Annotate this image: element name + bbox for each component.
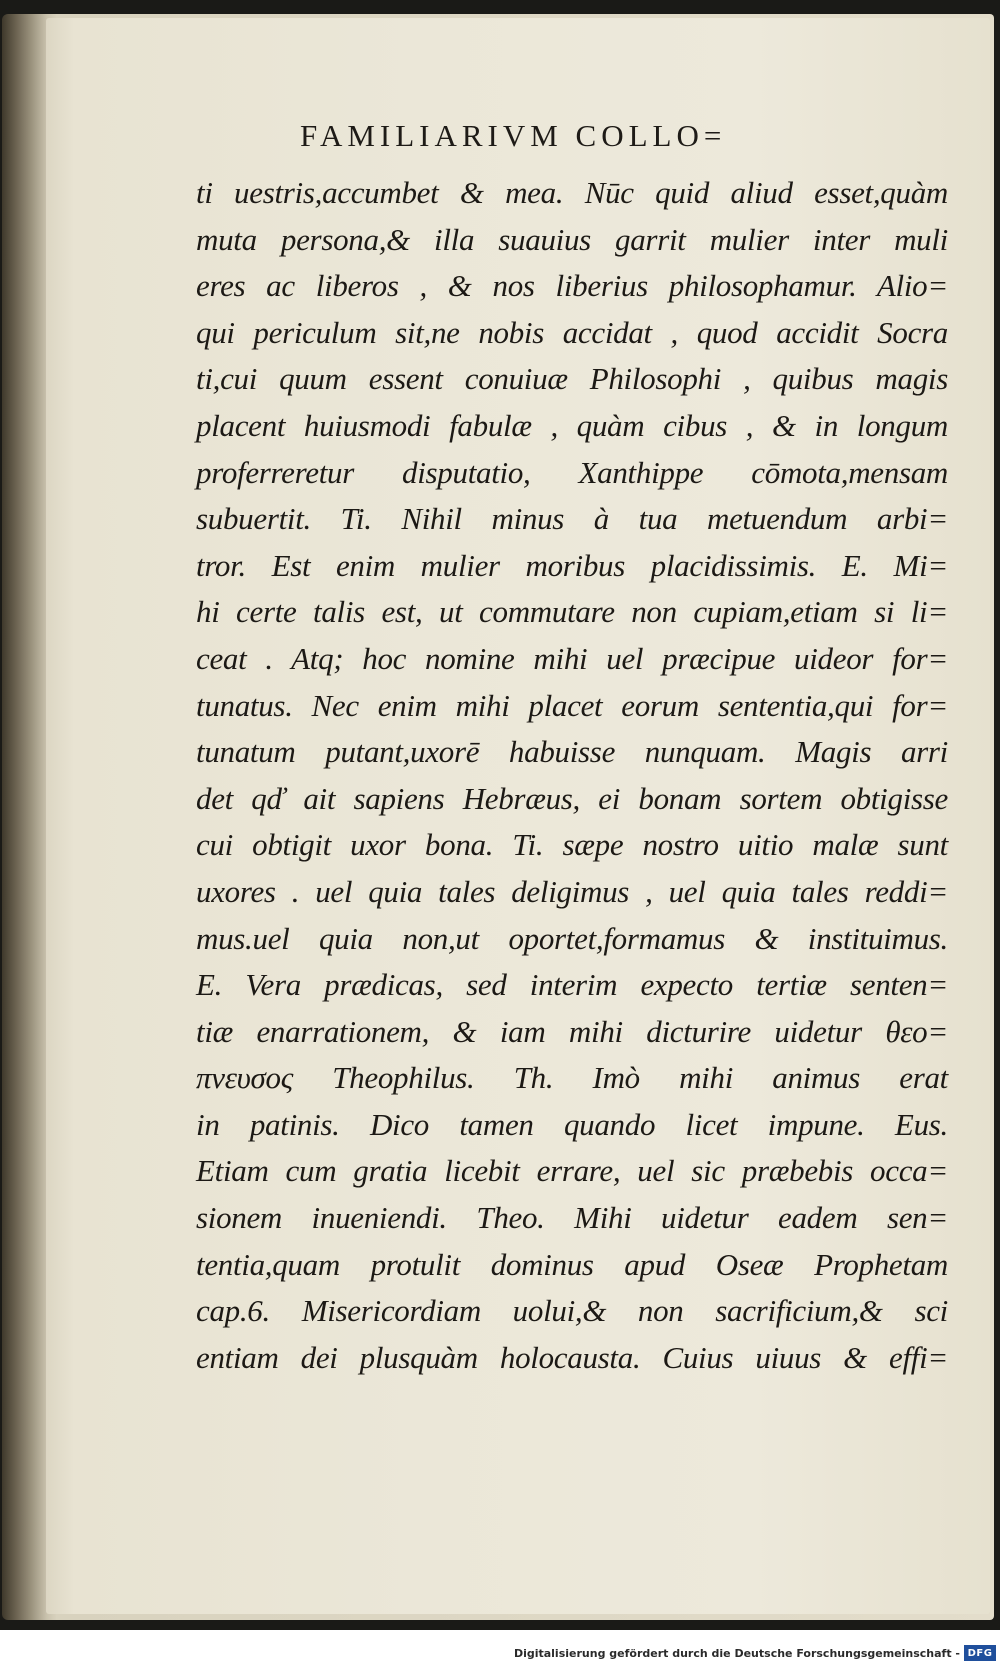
text-line: mus.uel quia non,ut oportet,formamus & instituimus. — [196, 920, 948, 956]
text-line: Etiam cum gratia licebit errare, uel sic præbebis occa= — [196, 1153, 948, 1189]
text-line: placent huiusmodi fabulæ , quàm cibus , & in longum — [196, 407, 948, 443]
text-line: hi certe talis est, ut commutare non cupiam,etiam si li= — [196, 594, 948, 630]
text-line: ti,cui quum essent conuiuæ Philosophi , quibus magis — [196, 361, 948, 397]
text-line: subuertit. Ti. Nihil minus à tua metuendum arbi= — [196, 501, 948, 537]
text-line: tiæ enarrationem, & iam mihi dicturire uidetur θεο= — [196, 1013, 948, 1049]
footer-credit: Digitalisierung gefördert durch die Deutsche Forschungsgemeinschaft - — [513, 1647, 960, 1660]
text-line: ceat . Atq; hoc nomine mihi uel præcipue uideor for= — [196, 640, 948, 676]
body-text — [196, 170, 948, 1381]
text-line: tunatum putant,uxorē habuisse nunquam. Magis arri — [196, 734, 948, 770]
text-line: in patinis. Dico tamen quando licet impune. Eus. — [196, 1106, 948, 1142]
text-line: eres ac liberos , & nos liberius philosophamur. Alio= — [196, 268, 948, 304]
text-line: πνευσος Theophilus. Th. Imò mihi animus erat — [196, 1060, 948, 1096]
text-line: muta persona,& illa suauius garrit mulier inter muli — [196, 221, 948, 257]
text-line: E. Vera prædicas, sed interim expecto tertiæ senten= — [196, 967, 948, 1003]
text-line: cap.6. Misericordiam uolui,& non sacrificium,& sci — [196, 1293, 948, 1329]
text-line: qui periculum sit,ne nobis accidat , quod accidit Socra — [196, 314, 948, 350]
dfg-logo: DFG — [964, 1645, 996, 1661]
text-line: ti uestris,accumbet & mea. Nūc quid aliud esset,quàm — [196, 175, 948, 210]
running-head: FAMILIARIVM COLLO= — [300, 118, 727, 153]
text-line: tentia,quam protulit dominus apud Oseæ Prophetam — [196, 1246, 948, 1282]
text-line: sionem inueniendi. Theo. Mihi uidetur eadem sen= — [196, 1200, 948, 1236]
text-line: proferreretur disputatio, Xanthippe cōmota,mensam — [196, 454, 948, 490]
text-line: tunatus. Nec enim mihi placet eorum sententia,qui for= — [196, 687, 948, 723]
text-line: uxores . uel quia tales deligimus , uel quia tales reddi= — [196, 873, 948, 909]
text-line: cui obtigit uxor bona. Ti. sæpe nostro uitio malæ sunt — [196, 827, 948, 863]
text-line: tror. Est enim mulier moribus placidissimis. E. Mi= — [196, 547, 948, 583]
text-line: entiam dei plusquàm holocausta. Cuius uiuus & effi= — [196, 1339, 948, 1375]
text-line: det qď ait sapiens Hebræus, ei bonam sortem obtigisse — [196, 780, 948, 816]
